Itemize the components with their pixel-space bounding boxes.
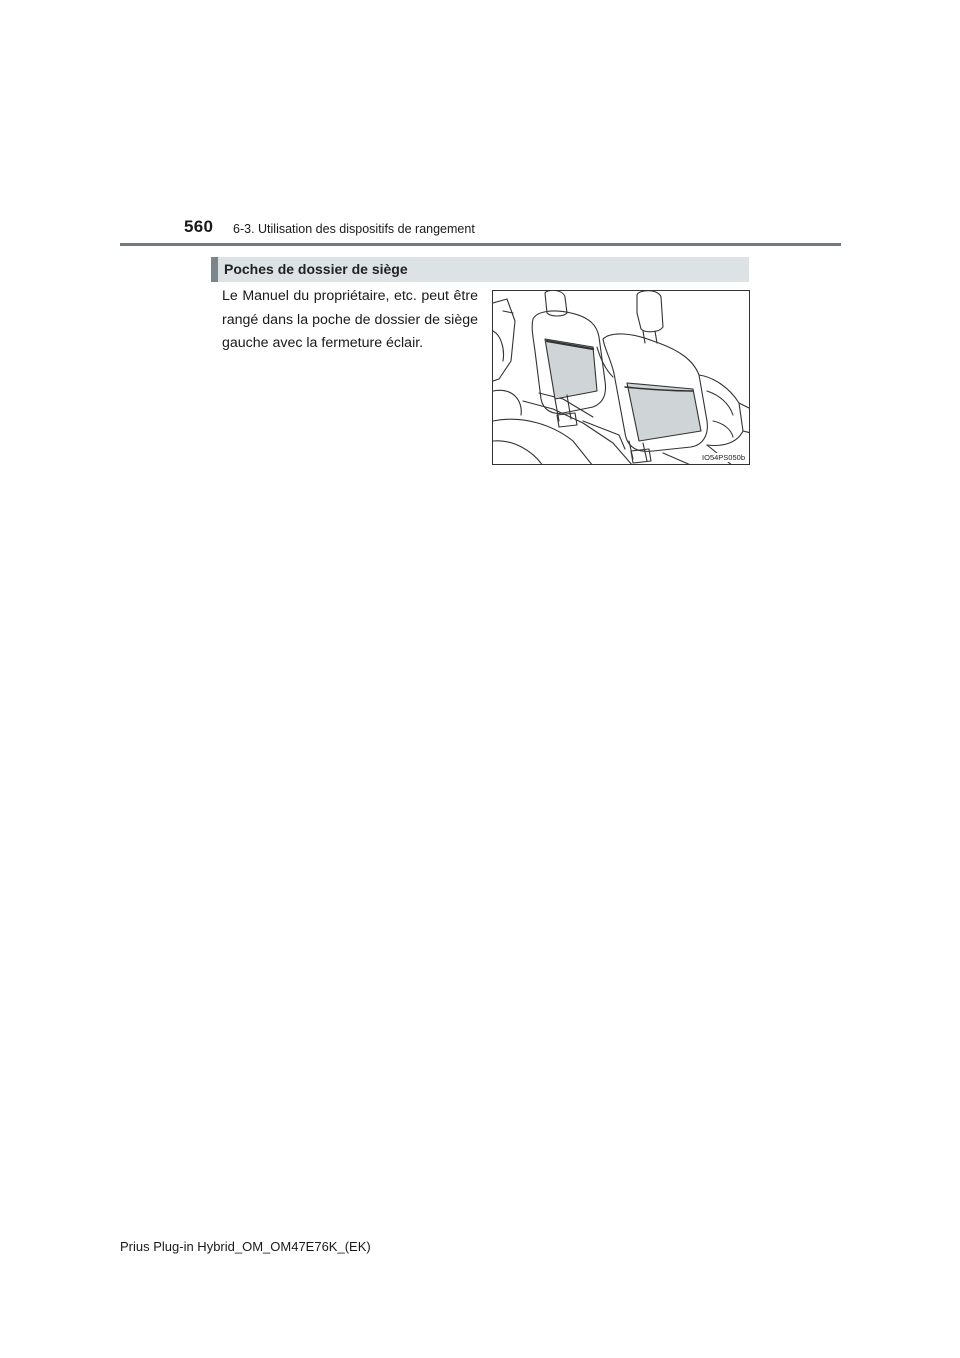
header-rule — [120, 243, 841, 246]
footer-text: Prius Plug-in Hybrid_OM_OM47E76K_(EK) — [120, 1239, 371, 1254]
chapter-title: 6-3. Utilisation des dispositifs de rangement — [233, 222, 475, 236]
section-body-text: Le Manuel du propriétaire, etc. peut être rangé dans la poche de dossier de siège gauche avec la fermeture éclair. — [222, 288, 478, 351]
seat-back-pocket-illustration-icon — [493, 291, 750, 465]
section-heading-bar — [211, 257, 218, 282]
page-number: 560 — [184, 217, 214, 236]
seat-back-pocket-figure — [492, 290, 750, 465]
section-heading-label: Poches de dossier de siège — [224, 261, 408, 277]
figure-code: IO54PS050b — [702, 453, 745, 462]
section-heading — [211, 257, 749, 282]
